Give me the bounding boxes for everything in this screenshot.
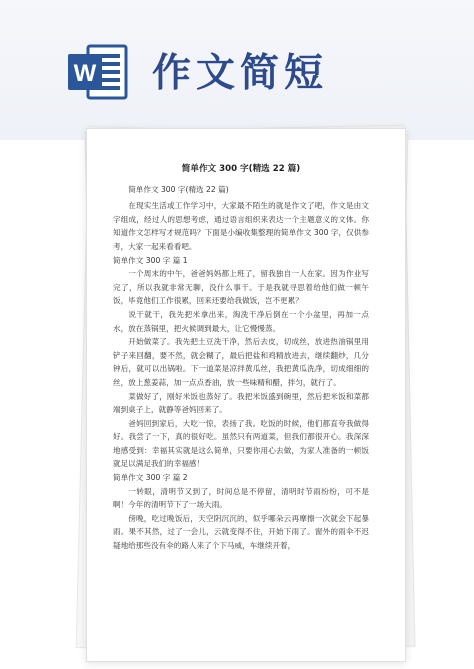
paragraph: 说干就干，我先把米拿出来，淘洗干净后倒在一个小盆里，再加一点水，放在蒸锅里，把火候调到最大，让它慢慢蒸。 bbox=[113, 309, 369, 333]
document-body bbox=[113, 163, 369, 553]
paragraph: 菜做好了，刚好米饭也蒸好了。我把米饭盛到碗里，然后把米饭和菜都端到桌子上，就静等爸妈回来了。 bbox=[113, 391, 369, 415]
intro-paragraph: 在现实生活或工作学习中，大家最不陌生的就是作文了吧，作文是由文字组成，经过人的思想考虑，通过语言组织来表达一个主题意义的文体。你知道作文怎样写才规范吗？下面是小编收集整理的简单作文 300 字，仅供参考，大家一起来看看吧。 bbox=[113, 201, 369, 251]
paragraph: 一转眼，清明节又到了，时间总是不停留，清明时节雨纷纷，可不是啊！今年的清明节下了一场大雨。 bbox=[113, 486, 369, 510]
section-heading-2: 简单作文 300 字 篇 2 bbox=[113, 473, 188, 483]
paragraph: 一个周末的中午，爸爸妈妈都上班了，留我独自一人在家。因为作业写完了，所以我就非常无聊，没什么事干。于是我就寻思着给他们做一顿午饭，毕竟他们工作很累，回来还要给我做饭，岂不更累？ bbox=[113, 269, 369, 306]
page-title: 作文简短 bbox=[152, 51, 329, 96]
word-logo-icon bbox=[66, 40, 130, 104]
paragraph: 傍晚，吃过晚饭后，天空阴沉沉的，似乎哪朵云再摩擦一次就会下起暴雨。果不其然，过了一会儿，云就变得不住，开始下雨了。窗外的雨伞不迟疑地给那些没有伞的路人来了个下马威，车继续开着， bbox=[113, 513, 369, 551]
document-subtitle: 简单作文 300 字(精选 22 篇) bbox=[128, 184, 229, 194]
logo-letter: W bbox=[73, 60, 97, 87]
paragraph: 开始做菜了。我先把土豆洗干净，然后去皮，切成丝，放进热油锅里用铲子来回翻，要不然，就会糊了，最后把盐和鸡精放进去，继续翻炒，几分钟后，就可以出锅啦。下一道菜是凉拌黄瓜丝，我把黄瓜洗净，切成细细的丝，放上葱姜蒜，加一点点香油，放一些味精和醋，拌匀，就行了。 bbox=[113, 337, 369, 387]
document-title: 简单作文 300 字(精选 22 篇) bbox=[181, 164, 301, 174]
document-page bbox=[86, 128, 406, 662]
paragraph: 爸妈回到家后，大吃一惊，表扬了我。吃饭的时候，他们都直夸我做得好。我尝了一下，真的很好吃。虽然只有两道菜，但我们都很开心。我深深地感受到：幸福其实就是这么简单，只要你用心去做，为家人准备的一顿饭就足以满足我们的幸福感！ bbox=[113, 418, 369, 469]
section-heading-1: 简单作文 300 字 篇 1 bbox=[113, 255, 188, 265]
